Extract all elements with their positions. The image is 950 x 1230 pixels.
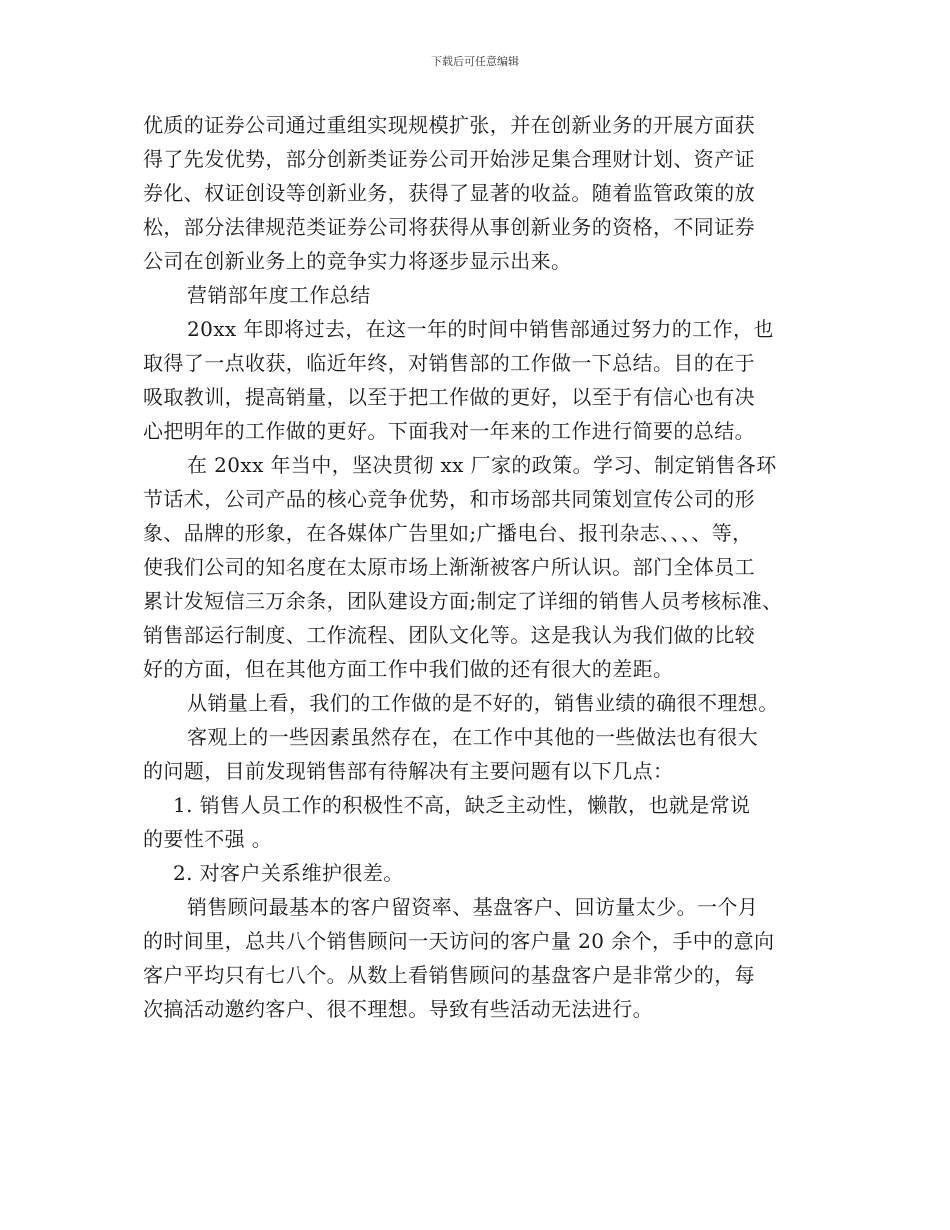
- text-line: 在 20xx 年当中，坚决贯彻 xx 厂家的政策。学习、制定销售各环: [187, 453, 777, 477]
- text-line: 使我们公司的知名度在太原市场上渐渐被客户所认识。部门全体员工: [143, 555, 755, 579]
- page-header: 下载后可任意编辑: [431, 55, 519, 68]
- text-line: 松，部分法律规范类证券公司将获得从事创新业务的资格，不同证券: [143, 215, 755, 239]
- text-line: 的时间里，总共八个销售顾问一天访问的客户量 20 余个，手中的意向: [143, 929, 775, 953]
- text-line: 累计发短信三万余条，团队建设方面;制定了详细的销售人员考核标准、: [143, 589, 783, 613]
- text-line: 的要性不强 。: [143, 827, 273, 851]
- text-line: 吸取教训，提高销量，以至于把工作做的更好，以至于有信心也有决: [143, 385, 755, 409]
- text-line: 券化、权证创设等创新业务，获得了显著的收益。随着监管政策的放: [143, 181, 755, 205]
- text-line: 取得了一点收获，临近年终，对销售部的工作做一下总结。目的在于: [143, 351, 755, 375]
- text-line: 的问题，目前发现销售部有待解决有主要问题有以下几点：: [143, 759, 674, 783]
- section-title: 营销部年度工作总结: [187, 283, 371, 307]
- text-line: 次搞活动邀约客户、很不理想。导致有些活动无法进行。: [143, 997, 653, 1021]
- text-line: 20xx 年即将过去，在这一年的时间中销售部通过努力的工作，也: [187, 317, 774, 341]
- text-line: 客观上的一些因素虽然存在，在工作中其他的一些做法也有很大: [187, 725, 759, 749]
- text-line: 得了先发优势，部分创新类证券公司开始涉足集合理财计划、资产证: [143, 147, 755, 171]
- text-line: 心把明年的工作做的更好。下面我对一年来的工作进行简要的总结。: [143, 419, 755, 443]
- text-line: 公司在创新业务上的竞争实力将逐步显示出来。: [143, 249, 572, 273]
- text-line: 优质的证券公司通过重组实现规模扩张，并在创新业务的开展方面获: [143, 113, 755, 137]
- text-line: 象、品牌的形象，在各媒体广告里如;广播电台、报刊杂志、、、、等，: [143, 521, 753, 545]
- list-item: 1. 销售人员工作的积极性不高，缺乏主动性，懒散，也就是常说: [173, 793, 751, 817]
- document-body: [143, 108, 823, 1026]
- list-item: 2. 对客户关系维护很差。: [173, 861, 404, 885]
- text-line: 销售顾问最基本的客户留资率、基盘客户、回访量太少。一个月: [187, 895, 759, 919]
- text-line: 客户平均只有七八个。从数上看销售顾问的基盘客户是非常少的，每: [143, 963, 755, 987]
- text-line: 从销量上看，我们的工作做的是不好的，销售业绩的确很不理想。: [187, 691, 779, 715]
- text-line: 销售部运行制度、工作流程、团队文化等。这是我认为我们做的比较: [143, 623, 755, 647]
- text-line: 好的方面，但在其他方面工作中我们做的还有很大的差距。: [143, 657, 674, 681]
- text-line: 节话术，公司产品的核心竞争优势，和市场部共同策划宣传公司的形: [143, 487, 755, 511]
